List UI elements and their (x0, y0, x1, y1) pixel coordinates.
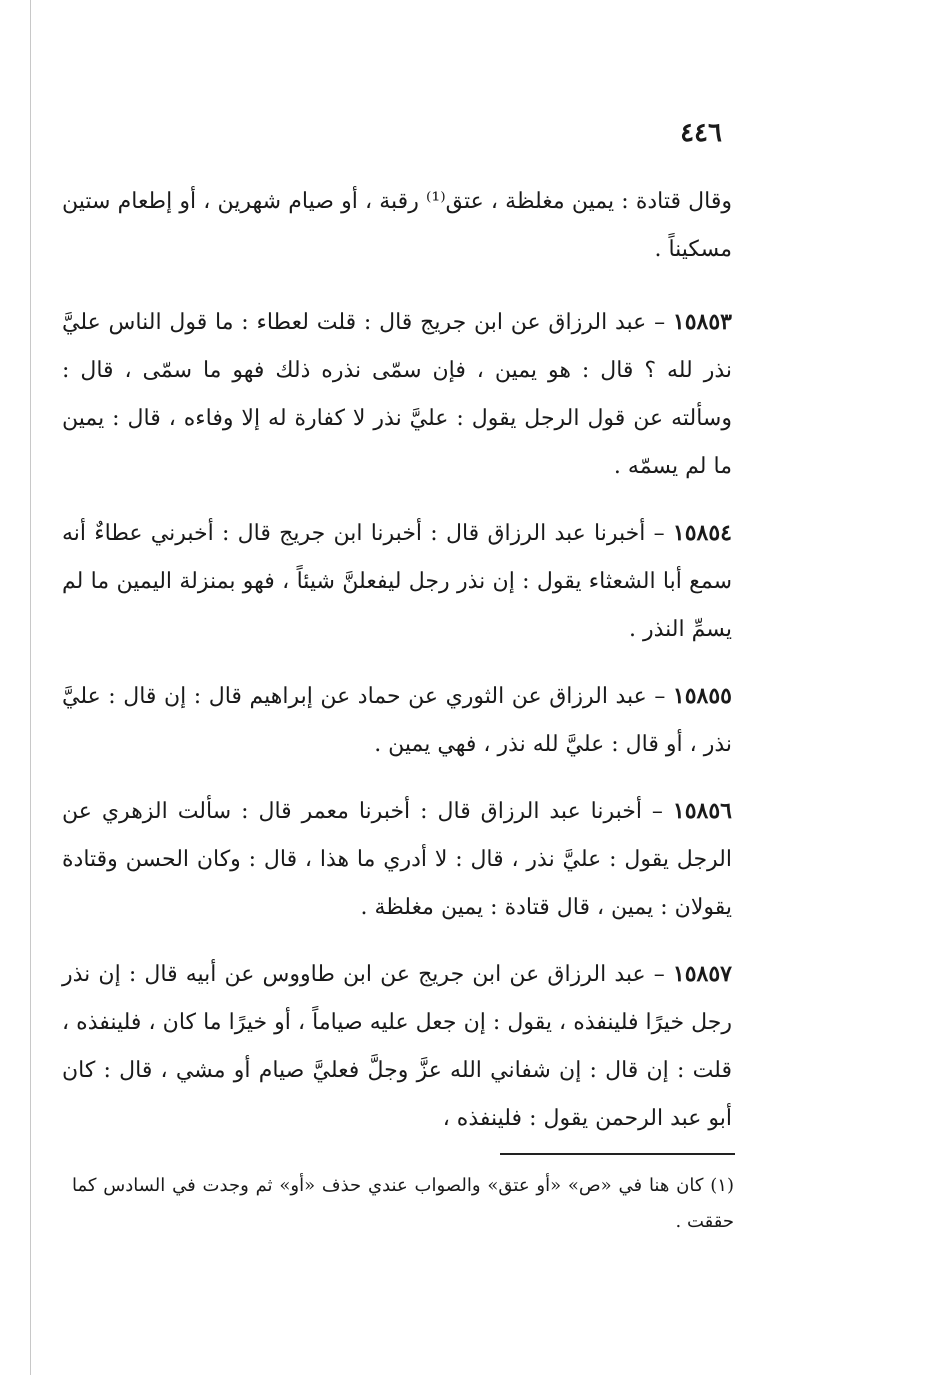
hadith-text: – عبد الرزاق عن الثوري عن حماد عن إبراهيم قال : إن قال : عليَّ نذر ، أو قال : عليَّ لله نذر ، فهي يمين . (62, 684, 732, 757)
hadith-text: – أخبرنا عبد الرزاق قال : أخبرنا ابن جريج قال : أخبرني عطاءٌ أنه سمع أبا الشعثاء يقول : إن نذر رجل ليفعلنَّ شيئاً ، فهو بمنزلة اليمين ما لم يسمِّ النذر . (62, 521, 732, 642)
hadith-number: ١٥٨٥٣ (672, 309, 732, 335)
hadith-15856 (62, 787, 732, 932)
hadith-text: – عبد الرزاق عن ابن جريج عن ابن طاووس عن أبيه قال : إن نذر رجل خيرًا فلينفذه ، يقول : إن جعل عليه صياماً ، أو خيرًا ما كان ، فلينفذه ، قلت : إن قال : إن شفاني الله عزَّ وجلَّ فعليَّ صيام أو مشي ، قال : كان أبو عبد الرحمن يقول : فلينفذه ، (62, 962, 732, 1131)
paragraph-text: وقال قتادة : يمين مغلظة ، عتق⁽¹⁾ رقبة ، أو صيام شهرين ، أو إطعام ستين مسكيناً . (62, 189, 732, 262)
hadith-text: – عبد الرزاق عن ابن جريج قال : قلت لعطاء : ما قول الناس عليَّ نذر لله ؟ قال : هو يمين ، فإن سمّى نذره ذلك فهو ما سمّى ، قال : وسألته عن قول الرجل يقول : عليَّ نذر لا كفارة له إلا وفاءه ، قال : يمين ما لم يسمّه . (62, 310, 732, 479)
main-text (62, 178, 732, 1161)
footnote: (١) كان هنا في «ص» «أو عتق» والصواب عندي حذف «أو» ثم وجدت في السادس كما حققت . (72, 1175, 734, 1232)
hadith-number: ١٥٨٥٥ (672, 683, 732, 709)
hadith-15853 (62, 298, 732, 491)
hadith-15857 (62, 950, 732, 1143)
hadith-number: ١٥٨٥٤ (672, 520, 732, 546)
binding-margin-line (30, 0, 31, 1375)
hadith-number: ١٥٨٥٦ (672, 798, 732, 824)
hadith-15855 (62, 672, 732, 769)
footnote-divider (500, 1153, 735, 1155)
hadith-number: ١٥٨٥٧ (672, 961, 732, 987)
page-number: ٤٤٦ (680, 118, 722, 148)
hadith-text: – أخبرنا عبد الرزاق قال : أخبرنا معمر قال : سألت الزهري عن الرجل يقول : عليَّ نذر ، قال : لا أدري ما هذا ، قال : وكان الحسن وقتادة يقولان : يمين ، قال قتادة : يمين مغلظة . (62, 799, 732, 920)
hadith-15854 (62, 509, 732, 654)
paragraph-intro (62, 178, 732, 274)
